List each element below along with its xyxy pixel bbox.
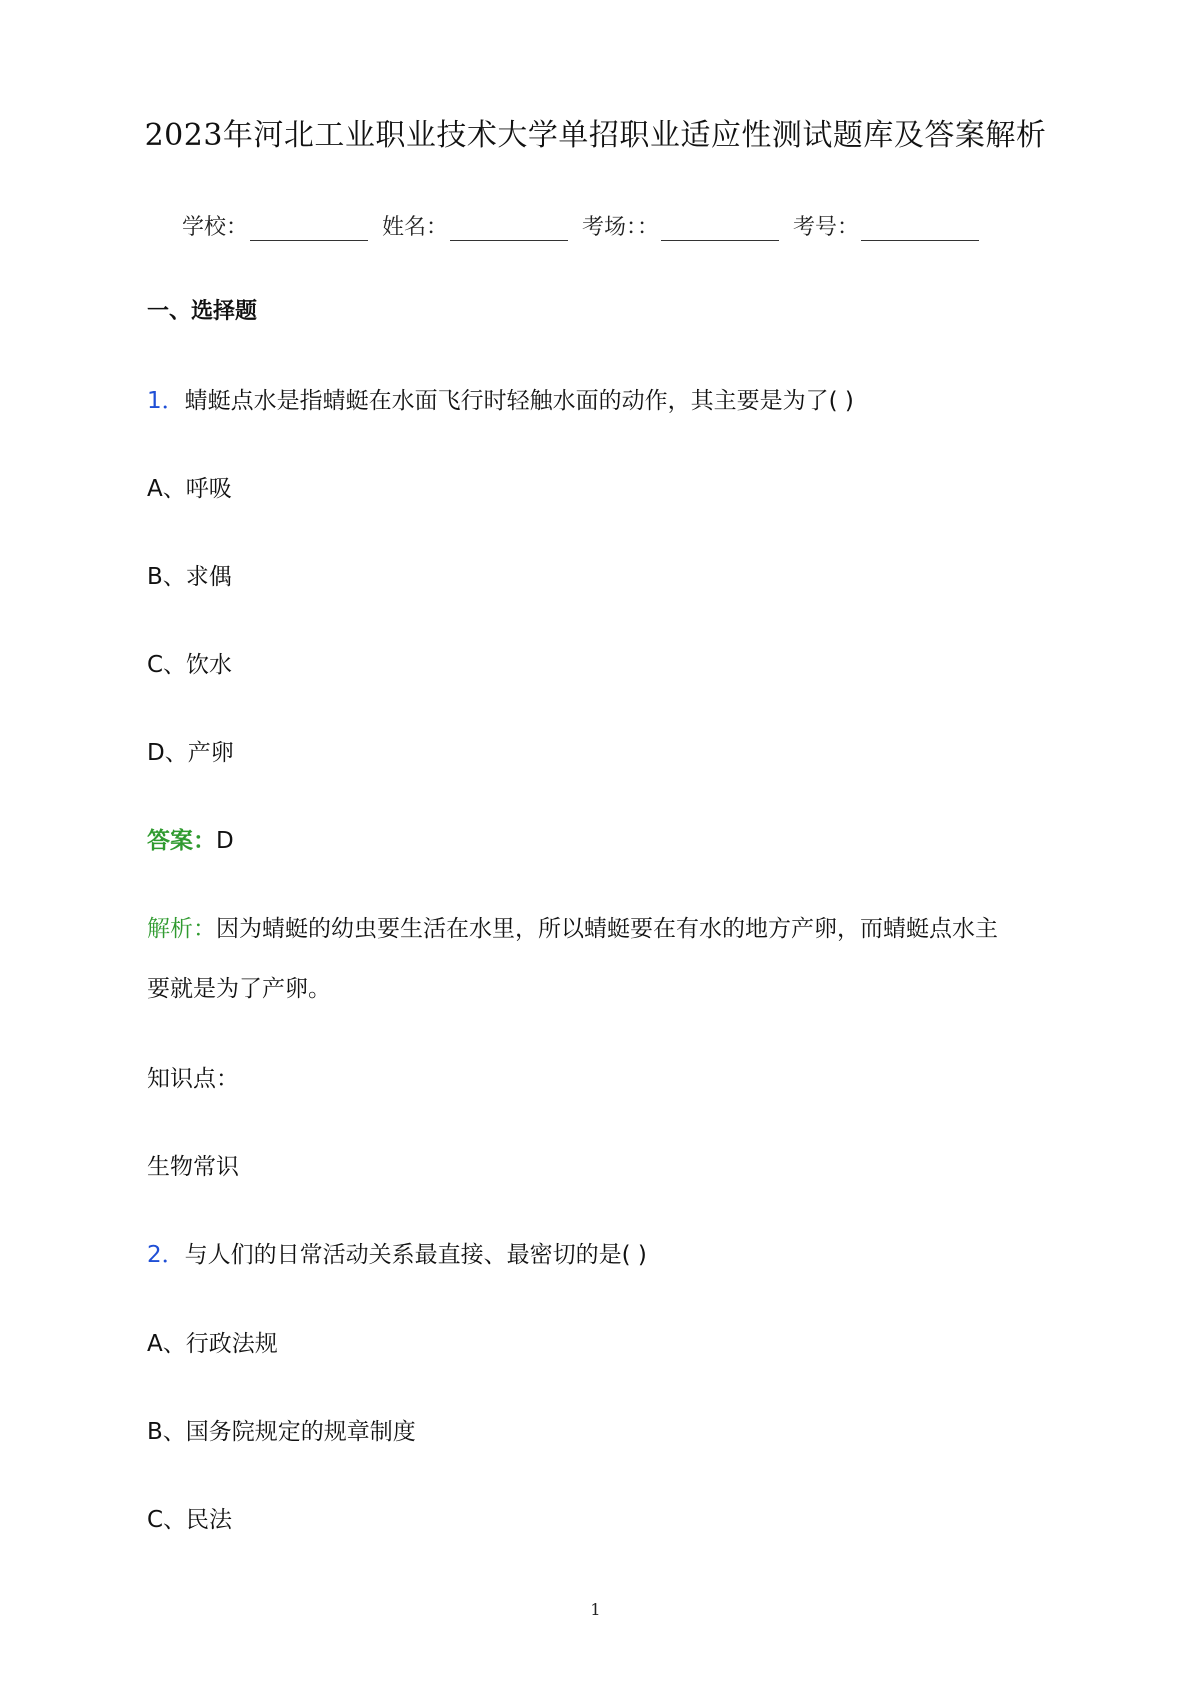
answer-label: 答案：: [147, 828, 216, 854]
section-heading: 一、选择题: [147, 299, 258, 324]
school-blank: [250, 218, 368, 241]
question-2-option-c: C、民法: [147, 1507, 233, 1533]
analysis-label: 解析：: [147, 916, 216, 942]
name-blank: [450, 218, 568, 241]
question-1-knowledge-label: 知识点：: [147, 1066, 239, 1092]
question-1-option-b: B、求偶: [147, 564, 232, 590]
page-number: 1: [590, 1600, 601, 1619]
exam-room-field: [582, 210, 779, 241]
name-field: [382, 210, 568, 241]
answer-value: D: [216, 828, 234, 854]
exam-info-row: [182, 210, 993, 241]
document-title: 2023年河北工业职业技术大学单招职业适应性测试题库及答案解析: [144, 118, 1047, 153]
question-1-number: 1．: [147, 388, 185, 414]
analysis-text-line1: 因为蜻蜓的幼虫要生活在水里，所以蜻蜓要在有水的地方产卵，而蜻蜓点水主: [216, 916, 998, 942]
question-1-option-c: C、饮水: [147, 652, 233, 678]
exam-room-label: 考场：：: [582, 215, 660, 240]
school-field: [182, 210, 368, 241]
question-1-text: 蜻蜓点水是指蜻蜓在水面飞行时轻触水面的动作，其主要是为了( ): [184, 388, 854, 414]
question-1-knowledge: 生物常识: [147, 1154, 239, 1180]
question-2-number: 2．: [147, 1242, 185, 1268]
question-2-text: 与人们的日常活动关系最直接、最密切的是( ): [184, 1242, 647, 1268]
question-1: [147, 386, 854, 416]
question-1-analysis-line1: [147, 914, 998, 944]
question-1-option-a: A、呼吸: [147, 476, 232, 502]
school-label: 学校：: [182, 215, 249, 240]
exam-number-field: [793, 210, 979, 241]
exam-number-label: 考号：: [793, 215, 860, 240]
name-label: 姓名：: [382, 215, 449, 240]
question-2: [147, 1240, 647, 1270]
exam-number-blank: [861, 218, 979, 241]
question-2-option-b: B、国务院规定的规章制度: [147, 1419, 416, 1445]
question-1-analysis-line2: 要就是为了产卵。: [147, 976, 331, 1002]
question-1-answer: [147, 826, 234, 856]
question-1-option-d: D、产卵: [147, 740, 234, 766]
exam-room-blank: [661, 218, 779, 241]
question-2-option-a: A、行政法规: [147, 1331, 278, 1357]
